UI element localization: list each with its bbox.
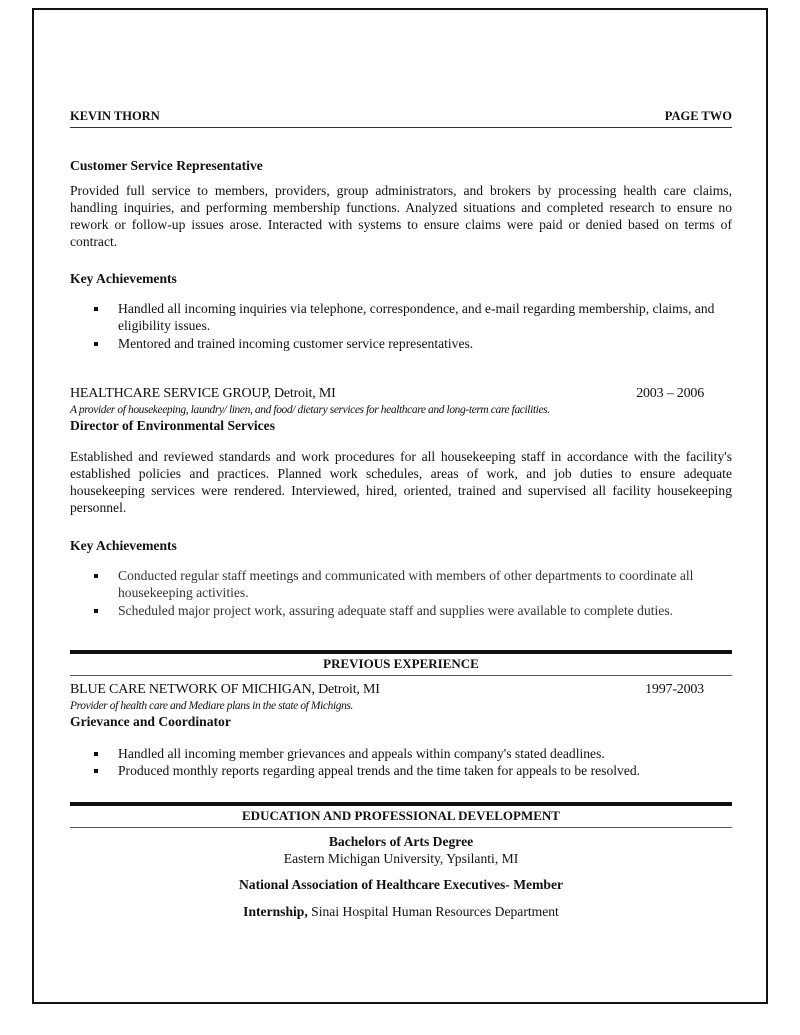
job-dates: 2003 – 2006: [636, 386, 704, 401]
section-heading: EDUCATION AND PROFESSIONAL DEVELOPMENT: [70, 802, 732, 828]
job-dates: 1997-2003: [645, 682, 704, 697]
list-item: Mentored and trained incoming customer service representatives.: [118, 336, 732, 353]
job-customer-service: [70, 158, 732, 353]
education-section: [70, 802, 732, 920]
school: Eastern Michigan University, Ypsilanti, MI: [283, 850, 519, 866]
previous-experience-section: [70, 650, 732, 779]
page-header: [70, 109, 732, 128]
list-item: Handled all incoming inquiries via telephone, correspondence, and e-mail regarding membership, claims, and eligibility issues.: [118, 301, 732, 334]
list-item: Produced monthly reports regarding appeal trends and the time taken for appeals to be resolved.: [118, 763, 732, 780]
membership: National Association of Healthcare Executives- Member: [238, 877, 564, 892]
company-name: HEALTHCARE SERVICE GROUP, Detroit, MI: [70, 386, 336, 401]
internship-detail: Sinai Hospital Human Resources Department: [307, 903, 559, 919]
job-description: Established and reviewed standards and work procedures for all housekeeping staff in accordance with the facility's established policies and practices. Planned work schedules, areas of work, and job duties to ensure adequate housekeeping services were rendered. Interviewed, hired, oriented, trained and supervised all facility housekeeping personnel.: [70, 449, 732, 515]
achievements-label: Key Achievements: [70, 271, 177, 286]
list-item: Scheduled major project work, assuring adequate staff and supplies were available to complete duties.: [118, 603, 732, 620]
job-title: Grievance and Coordinator: [70, 714, 231, 729]
achievements-label: Key Achievements: [70, 538, 177, 553]
candidate-name: KEVIN THORN: [70, 109, 160, 123]
job-description: Provided full service to members, providers, group administrators, and brokers by processing health care claims, handling inquiries, and performing membership functions. Analyzed situations and completed research to ensure no rework or follow-up issues arose. Interacted with systems to ensure claims were paid or denied based on terms of contract.: [70, 183, 732, 249]
achievements-list: [70, 746, 732, 779]
page-number: PAGE TWO: [664, 109, 732, 123]
list-item: Conducted regular staff meetings and communicated with members of other departments to coordinate all housekeeping activities.: [118, 568, 732, 601]
section-heading: PREVIOUS EXPERIENCE: [70, 650, 732, 676]
achievements-list: [70, 568, 732, 620]
company-description: Provider of health care and Mediare plans in the state of Michigns.: [70, 700, 354, 712]
internship-label: Internship,: [243, 903, 308, 919]
company-description: A provider of housekeeping, laundry/ linen, and food/ dietary services for healthcare and long-term care facilities.: [70, 404, 550, 416]
company-name: BLUE CARE NETWORK OF MICHIGAN, Detroit, MI: [70, 682, 380, 697]
job-healthcare-service-group: [70, 386, 732, 620]
job-title: Director of Environmental Services: [70, 418, 276, 433]
degree: Bachelors of Arts Degree: [328, 834, 474, 849]
list-item: Handled all incoming member grievances and appeals within company's stated deadlines.: [118, 746, 732, 763]
job-title: Customer Service Representative: [70, 158, 263, 173]
achievements-list: [70, 301, 732, 353]
internship: [70, 904, 732, 921]
